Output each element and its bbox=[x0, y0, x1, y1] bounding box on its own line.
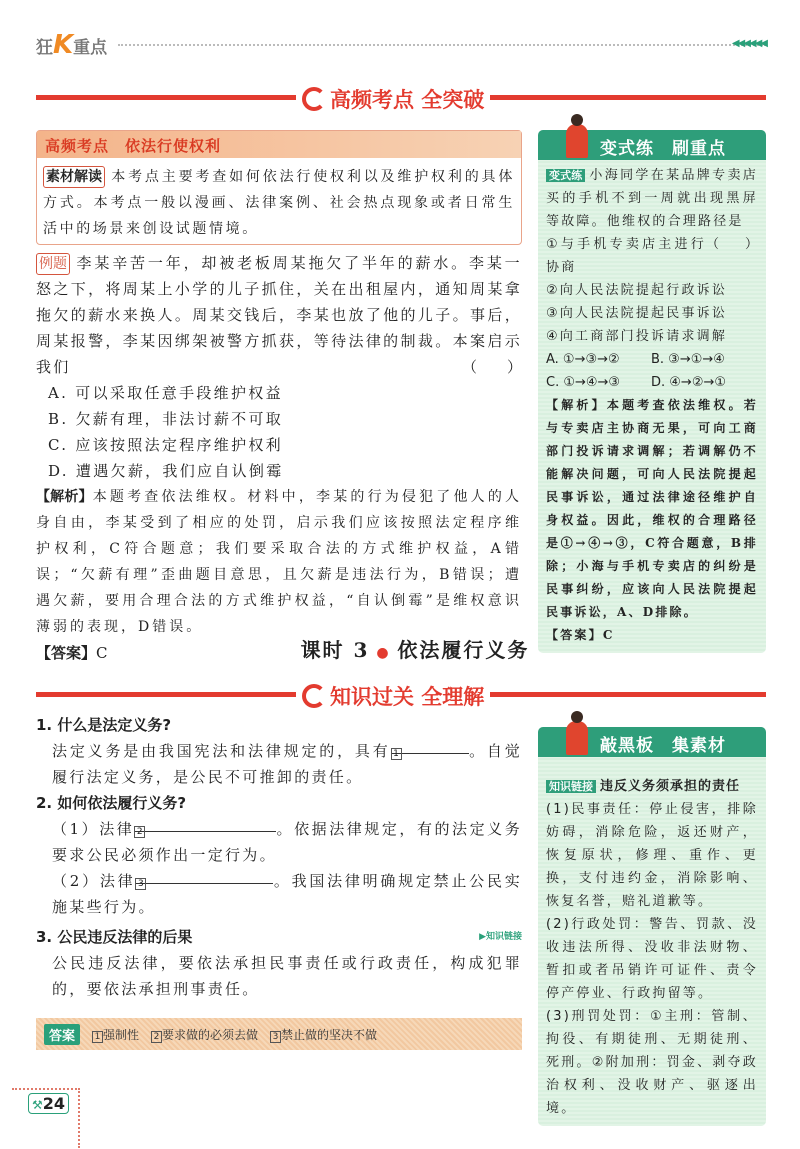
option-b: B. 欠薪有理，非法讨薪不可取 bbox=[48, 410, 284, 428]
blackboard-heading: 违反义务须承担的责任 bbox=[600, 779, 741, 794]
practice-option-b: B. ③→①→④ bbox=[651, 352, 725, 367]
blank-1[interactable] bbox=[391, 738, 469, 759]
blackboard-box bbox=[538, 727, 766, 1126]
analysis-label: 【解析】 bbox=[36, 489, 93, 505]
question-3: 3. 公民违反法律的后果 bbox=[36, 928, 193, 946]
liability-civil: (1)民事责任：停止侵害，排除妨碍，消除危险，返还财产，恢复原状，修理、重作、更换，支付违约金，消除影响、恢复名誉，赔礼道歉等。 bbox=[546, 802, 758, 909]
question-2: 2. 如何依法履行义务? bbox=[36, 794, 187, 812]
lesson-title bbox=[0, 634, 800, 663]
section-title-text: 高频考点 全突破 bbox=[330, 88, 485, 112]
topic-text: 本考点主要考查如何依法行使权利以及维护权利的具体方式。本考点一般以漫画、法律案例、社会热点现象或者日常生活中的场景来创设试题情境。 bbox=[43, 169, 515, 237]
practice-tag: 变式练 bbox=[546, 169, 585, 182]
answer-label: 【答案】 bbox=[36, 644, 97, 662]
blank-3[interactable] bbox=[135, 868, 273, 889]
practice-item-4: ④向工商部门投诉请求调解 bbox=[546, 329, 728, 344]
q1-text-end: 。自觉履行法定义务，是公民不可推卸的责任。 bbox=[52, 742, 523, 786]
q2-b-text: 。我国法律明确规定禁止公民实施某些行为。 bbox=[52, 872, 523, 916]
section-title-text: 知识过关 全理解 bbox=[330, 685, 485, 709]
knowledge-link-tag: 知识链接 bbox=[546, 780, 596, 793]
q2-a-label: （1）法律 bbox=[52, 820, 135, 838]
answers-bar bbox=[36, 1018, 522, 1050]
example-tag: 例题 bbox=[36, 253, 70, 275]
practice-answer-label: 【答案】 bbox=[546, 628, 603, 642]
practice-title: 变式练 刷重点 bbox=[600, 139, 726, 159]
blackboard-title: 敲黑板 集素材 bbox=[600, 736, 726, 756]
gavel-icon: ⚒ bbox=[32, 1098, 43, 1112]
page-number bbox=[28, 1093, 69, 1114]
answer-number: 2 bbox=[151, 1031, 162, 1043]
swirl-icon bbox=[302, 87, 326, 111]
example-stem: 李某辛苦一年，却被老板周某拖欠了半年的薪水。李某一怒之下，将周某上小学的儿子抓住，关在出租屋内，通知周某拿拖欠的薪水来换人。周某交钱后，李某也放了他的儿子。事后，周某报警，李某因绑架被警方抓获，等待法律的制裁。本案启示我们 bbox=[36, 254, 522, 376]
blank-2[interactable] bbox=[134, 816, 276, 837]
q1-text: 法定义务是由我国宪法和法律规定的，具有 bbox=[52, 742, 391, 760]
answer-2: 要求做的必须去做 bbox=[162, 1027, 259, 1042]
knowledge-section bbox=[36, 712, 522, 1002]
practice-item-1: ①与手机专卖店主进行协商 bbox=[546, 237, 706, 275]
answer-number: 3 bbox=[270, 1031, 281, 1043]
answer-3: 禁止做的坚决不做 bbox=[281, 1027, 378, 1042]
practice-analysis-label: 【解析】 bbox=[546, 398, 607, 412]
practice-option-c: C. ①→④→③ bbox=[546, 375, 621, 390]
topic-box bbox=[36, 130, 522, 245]
practice-bracket: （ ） bbox=[705, 237, 758, 252]
practice-option-a: A. ①→③→② bbox=[546, 352, 620, 367]
topic-title: 高频考点 依法行使权利 bbox=[37, 131, 521, 158]
lesson-name: 依法履行义务 bbox=[397, 638, 530, 662]
practice-option-d: D. ④→②→① bbox=[651, 375, 727, 390]
section-title-1 bbox=[296, 84, 490, 114]
answer-bracket: （ ） bbox=[461, 358, 522, 376]
option-a: A. 可以采取任意手段维护权益 bbox=[48, 384, 283, 402]
swirl-icon bbox=[302, 684, 326, 708]
example-question bbox=[36, 250, 522, 666]
answers-label: 答案 bbox=[44, 1024, 80, 1045]
arrows-icon: ◀◀◀◀◀◀ bbox=[731, 38, 766, 49]
practice-answer: C bbox=[602, 628, 615, 642]
student-illustration-icon bbox=[566, 124, 588, 158]
q2-a-text: 。依据法律规定，有的法定义务要求公民必须作出一定行为。 bbox=[52, 820, 522, 864]
lesson-number: 课时 3 bbox=[300, 638, 370, 662]
practice-item-3: ③向人民法院提起民事诉讼 bbox=[546, 306, 728, 321]
student-illustration-icon bbox=[566, 721, 588, 755]
blank-number: 3 bbox=[135, 878, 146, 890]
option-d: D. 遭遇欠薪，我们应自认倒霉 bbox=[48, 462, 284, 480]
page-number-text: 24 bbox=[42, 1094, 66, 1113]
practice-analysis: 本题考查依法维权。若与专卖店主协商无果，可向工商部门投诉请求调解；若调解仍不能解决问题，可向人民法院提起民事诉讼，通过法律途径维护自身权益。因此，维权的合理路径是①→④→③，C符合题意，B排除；小海与手机专卖店的纠纷是民事纠纷，应该向人民法院提起民事诉讼，A、D排除。 bbox=[546, 398, 758, 619]
header-divider bbox=[118, 44, 766, 46]
practice-item-2: ②向人民法院提起行政诉讼 bbox=[546, 283, 728, 298]
question-1: 1. 什么是法定义务? bbox=[36, 716, 172, 734]
knowledge-link[interactable]: ▶知识链接 bbox=[479, 932, 522, 942]
q3-text: 公民违反法律，要依法承担民事责任或行政责任，构成犯罪的，要依法承担刑事责任。 bbox=[52, 954, 522, 998]
bullet-icon: ● bbox=[369, 645, 398, 661]
material-tag: 素材解读 bbox=[43, 166, 105, 188]
blank-number: 2 bbox=[134, 826, 145, 838]
liability-criminal: (3)刑罚处罚：①主刑：管制、拘役、有期徒刑、无期徒刑、死刑。②附加刑：罚金、剥夺政治权利、没收财产、驱逐出境。 bbox=[546, 1009, 758, 1116]
section-title-2 bbox=[296, 681, 490, 711]
blank-number: 1 bbox=[391, 748, 402, 760]
liability-administrative: (2)行政处罚：警告、罚款、没收违法所得、没收非法财物、暂扣或者吊销许可证件、责令停产停业、行政拘留等。 bbox=[546, 917, 758, 1001]
answer-1: 强制性 bbox=[103, 1027, 140, 1042]
practice-stem: 小海同学在某品牌专卖店买的手机不到一周就出现黑屏等故障。他维权的合理路径是 bbox=[546, 168, 759, 229]
q2-b-label: （2）法律 bbox=[52, 872, 136, 890]
answer-value: C bbox=[96, 644, 110, 662]
analysis-text: 本题考查依法维权。材料中，李某的行为侵犯了他人的人身自由，李某受到了相应的处罚，启示我们应该按照法定程序维护权利，C符合题意；我们要采取合法的方式维护权益，A错误；“欠薪有理”歪曲题目意思，且欠薪是违法行为，B错误；遭遇欠薪，要用合理合法的方式维护权益，“自认倒霉”是维权意识薄弱的表现，D错误。 bbox=[36, 489, 523, 635]
answer-number: 1 bbox=[92, 1031, 103, 1043]
practice-box bbox=[538, 130, 766, 653]
option-c: C. 应该按照法定程序维护权利 bbox=[48, 436, 283, 454]
brand-logo: 狂K重点 bbox=[36, 30, 108, 60]
